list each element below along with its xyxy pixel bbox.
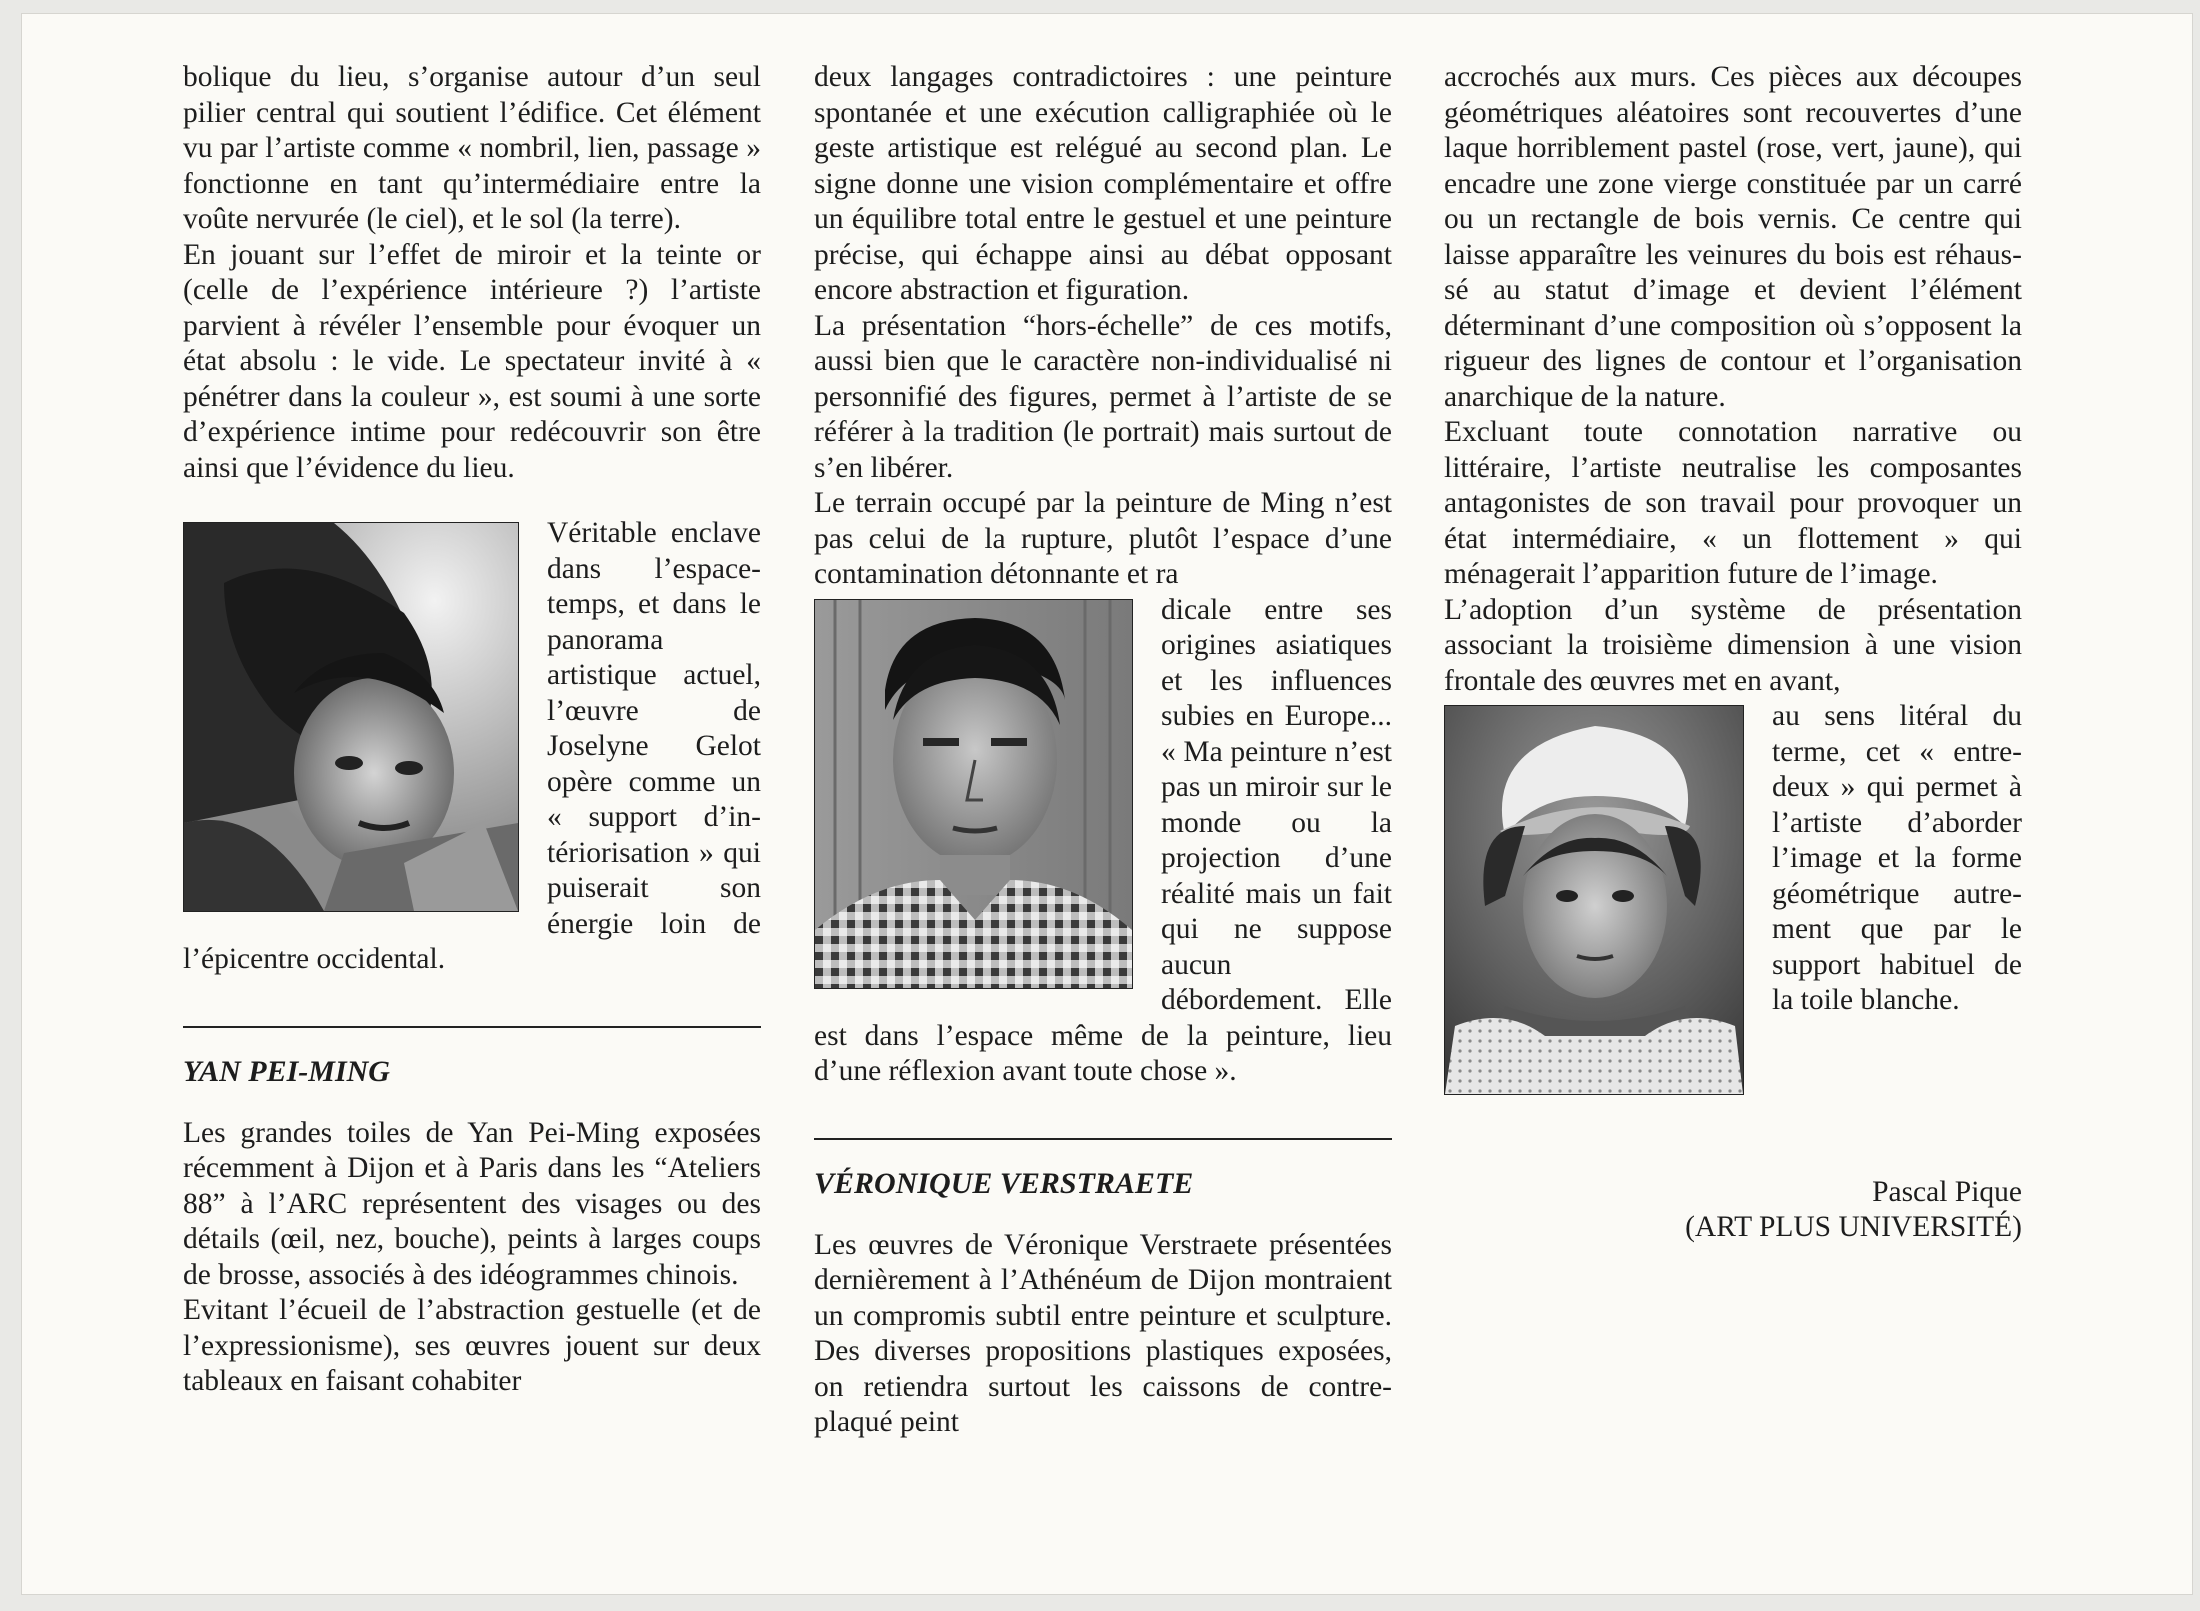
paragraph: Les grandes toiles de Yan Pei-Ming exposées récemment à Dijon et à Paris dans les “Ateliers 88” à l’ARC représentent des visages ou des détails (œil, nez, bouche), peints à larges coups de brosse, associés à des idéogrammes chinois. — [183, 1116, 761, 1291]
portrait-photo-joselyne-gelot — [183, 522, 519, 912]
paragraph: Véritable enclave dans l’espace-temps, et dans le panorama artistique actuel, l’œuvre de Joselyne Gelot opère comme un « support d’intériorisation » qui puiserait son énergie loin de l’épicentre occidental. — [183, 517, 761, 975]
portrait-photo-veronique-verstraete — [1444, 705, 1744, 1095]
text-column-1 — [183, 60, 761, 1400]
section-divider — [814, 1138, 1392, 1140]
paragraph: au sens litéral du terme, cet « entre-deux » qui permet à l’artiste d’aborder l’image et la forme géométrique autrement que par le support habituel de la toile blanche. — [1772, 700, 2022, 1016]
paragraph: deux langages contradictoires : une peinture spontanée et une exécution calligraphiée où le geste artistique est relégué au second plan. Le signe donne une vision complémentaire et offre un équilibre total entre le gestuel et une peinture précise, qui échappe ainsi au débat opposant encore abstraction et figuration. — [814, 61, 1392, 306]
paragraph: L’adoption d’un système de présentation associant la troisième dimension à une vision frontale des œuvres met en avant, — [1444, 593, 2022, 697]
paragraph: Le terrain occupé par la peinture de Ming n’est pas celui de la rupture, plutôt l’espace d’une contamination détonnante et ra — [814, 487, 1392, 590]
paragraph: Excluant toute connotation narrative ou littéraire, l’artiste neutralise les composantes antagonistes de son travail pour provoquer un état intermédiaire, « un flottement » qui ménagerait l’apparition future de l’image. — [1444, 416, 2022, 590]
paragraph: dicale entre ses origines asiatiques et les influences subies en Europe... « Ma peinture n’est pas un miroir sur le monde ou la projection d’une réalité mais un fait qui ne suppose aucun débordement. Elle est dans l’espace même de la peinture, lieu d’une réflexion avant toute chose ». — [814, 593, 1392, 1087]
section-heading: VÉRONIQUE VERSTRAETE — [814, 1166, 1194, 1200]
author-name: Pascal Pique — [1872, 1176, 2022, 1208]
text-column-3 — [1444, 60, 2022, 1245]
portrait-photo-yan-pei-ming — [814, 599, 1133, 989]
signature-block — [1444, 1175, 2022, 1245]
paragraph: bolique du lieu, s’organise autour d’un seul pilier central qui soutient l’édifice. Cet élément vu par l’artiste comme « nombril, lien, passage » fonctionne en tant qu’intermédiaire entre la voûte nervurée (le ciel), et le sol (la terre). — [183, 61, 761, 235]
text-column-2 — [814, 60, 1392, 1441]
paragraph: La présentation “hors-échelle” de ces motifs, aussi bien que le caractère non-individualisé ni personnifié des figures, permet à l’artiste de se référer à la tradition (le portrait) mais surtout de s’en libérer. — [814, 309, 1392, 484]
paragraph: accrochés aux murs. Ces pièces aux découpes géométriques aléatoires sont recouvertes d’une laque horriblement pastel (rose, vert, jaune), qui encadre une zone vierge constituée par un carré ou un rectangle de bois vernis. Ce centre qui laisse apparaître les veinures du bois est réhaussé au statut d’image et devient l’élément déterminant d’une composition où s’opposent la rigueur des lignes de contour et l’organisation anarchique de la nature. — [1444, 61, 2022, 413]
author-affiliation: (ART PLUS UNIVERSITÉ) — [1685, 1211, 2022, 1243]
brochure-page — [22, 14, 2192, 1594]
paragraph: Evitant l’écueil de l’abstraction gestuelle (et de l’expressionisme), ses œuvres jouent sur deux tableaux en faisant cohabiter — [183, 1294, 761, 1397]
section-heading: YAN PEI-MING — [183, 1054, 390, 1088]
paragraph: En jouant sur l’effet de miroir et la teinte or (celle de l’expérience intérieure ?) l’artiste parvient à révéler l’ensemble pour évoquer un état absolu : le vide. Le spectateur invité à « pénétrer dans la couleur », est soumi à une sorte d’expérience intime pour redécouvrir son être ainsi que l’évidence du lieu. — [183, 238, 761, 484]
paragraph: Les œuvres de Véronique Verstraete présentées dernièrement à l’Athénéum de Dijon montraient un compromis subtil entre peinture et sculpture. Des diverses propositions plastiques exposées, on retiendra surtout les caissons de contre-plaqué peint — [814, 1228, 1392, 1438]
section-divider — [183, 1026, 761, 1028]
